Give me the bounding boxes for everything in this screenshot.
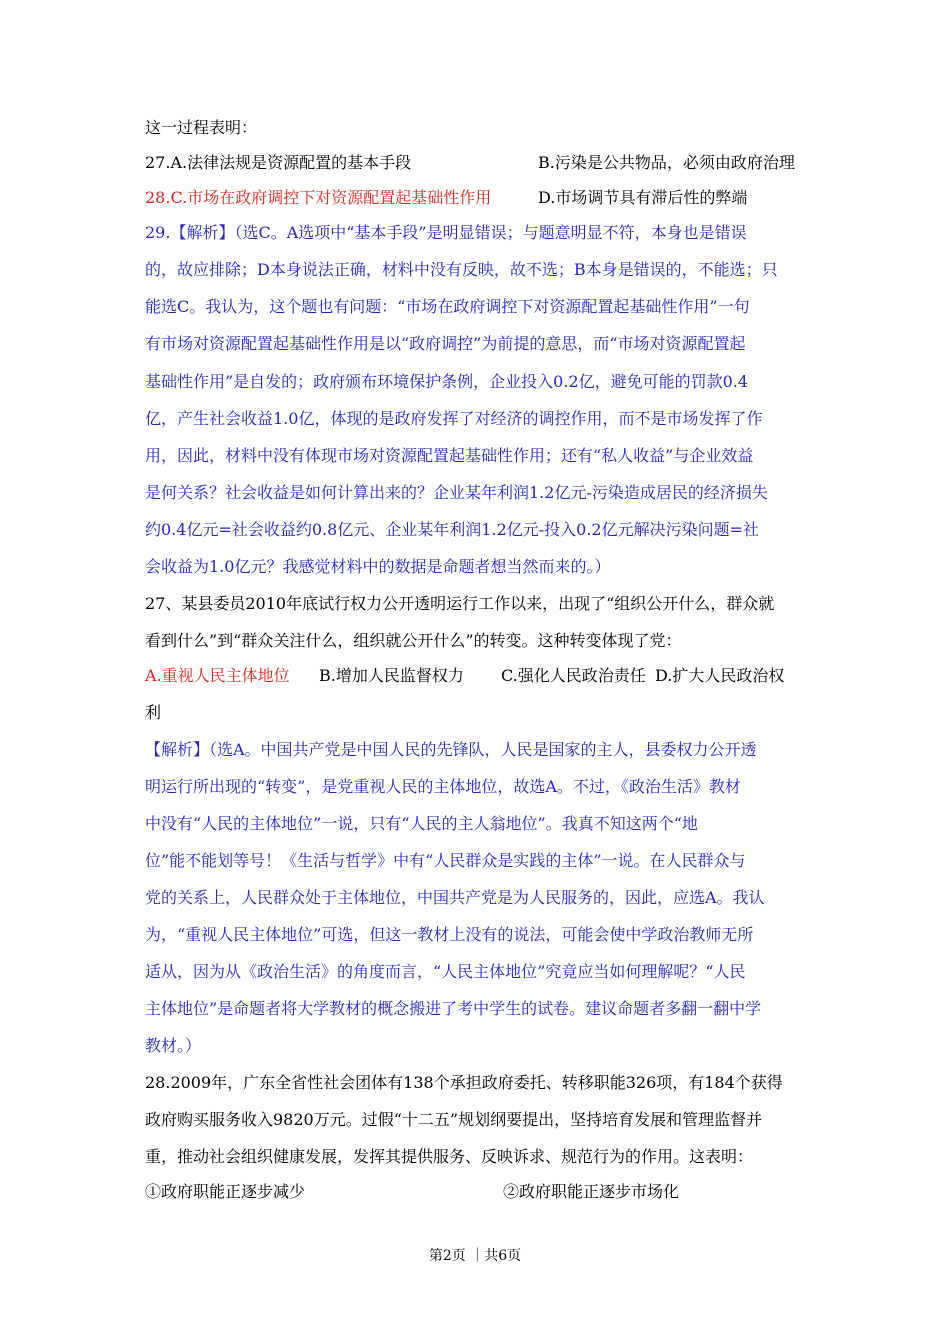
question-27-line: 看到什么”到“群众关注什么，组织就公开什么”的转变。这种转变体现了党： (145, 631, 682, 650)
question-28-line: 28.2009年，广东全省性社会团体有138个承担政府委托、转移职能326项，有184个获得 (145, 1073, 783, 1092)
analysis-1-line: 是何关系？社会收益是如何计算出来的？企业某年利润1.2亿元-污染造成居民的经济损失 (145, 483, 768, 502)
analysis-2-line: 党的关系上，人民群众处于主体地位，中国共产党是为人民服务的，因此，应选A。我认 (145, 888, 765, 907)
statement-1: ①政府职能正逐步减少 (145, 1182, 306, 1201)
option-a-answer: A.重视人民主体地位 (145, 666, 290, 685)
analysis-2-line: 位”能不能划等号！《生活与哲学》中有“人民群众是实践的主体”一说。在人民群众与 (145, 851, 746, 870)
question-intro: 这一过程表明： (145, 118, 258, 137)
option-a: 27.A.法律法规是资源配置的基本手段 (145, 153, 412, 172)
option-row-1 (145, 153, 845, 173)
analysis-2-line: 【解析】（选A。中国共产党是中国人民的先锋队，人民是国家的主人，县委权力公开透 (145, 740, 757, 759)
analysis-1-line: 29.【解析】（选C。A选项中“基本手段”是明显错误；与题意明显不符，本身也是错误 (145, 223, 747, 242)
option-d: D.扩大人民政治权 (655, 666, 785, 685)
option-c: C.强化人民政治责任 (501, 666, 646, 685)
question-28-line: 重，推动社会组织健康发展，发挥其提供服务、反映诉求、规范行为的作用。这表明： (145, 1147, 754, 1166)
option-row-3 (145, 666, 845, 686)
analysis-1-line: 亿，产生社会收益1.0亿，体现的是政府发挥了对经济的调控作用，而不是市场发挥了作 (145, 409, 763, 428)
option-b: B.增加人民监督权力 (319, 666, 464, 685)
analysis-2-line: 明运行所出现的“转变”，是党重视人民的主体地位，故选A。不过，《政治生活》教材 (145, 777, 741, 796)
page-footer: 第2页 ｜共6页 (428, 1248, 522, 1264)
option-b: B.污染是公共物品，必须由政府治理 (538, 153, 795, 172)
analysis-2-line: 为，“重视人民主体地位”可选，但这一教材上没有的说法，可能会使中学政治教师无所 (145, 925, 754, 944)
analysis-1-line: 有市场对资源配置起基础性作用是以“政府调控”为前提的意思，而“市场对资源配置起 (145, 334, 746, 353)
analysis-2-line: 中没有“人民的主体地位”一说，只有“人民的主人翁地位”。我真不知这两个“地 (145, 814, 698, 833)
option-d: D.市场调节具有滞后性的弊端 (538, 188, 748, 207)
analysis-1-line: 用，因此，材料中没有体现市场对资源配置起基础性作用；还有“私人收益”与企业效益 (145, 446, 754, 465)
analysis-1-line: 能选C。我认为，这个题也有问题：“市场在政府调控下对资源配置起基础性作用”一句 (145, 297, 750, 316)
analysis-2-line: 适从，因为从《政治生活》的角度而言，“人民主体地位”究竟应当如何理解呢？“人民 (145, 962, 746, 981)
analysis-1-line: 基础性作用”是自发的；政府颁布环境保护条例，企业投入0.2亿，避免可能的罚款0.4 (145, 372, 749, 391)
analysis-2-line: 教材。） (145, 1036, 202, 1055)
option-c-answer: 28.C.市场在政府调控下对资源配置起基础性作用 (145, 188, 492, 207)
question-27-line: 27、某县委员2010年底试行权力公开透明运行工作以来，出现了“组织公开什么，群众就 (145, 594, 775, 613)
analysis-1-line: 的，故应排除；D本身说法正确，材料中没有反映，故不选；B本身是错误的，不能选；只 (145, 260, 778, 279)
option-d-continuation: 利 (145, 703, 162, 722)
analysis-1-line: 约0.4亿元=社会收益约0.8亿元、企业某年利润1.2亿元-投入0.2亿元解决污染问题=社 (145, 520, 760, 539)
analysis-2-line: 主体地位”是命题者将大学教材的概念搬进了考中学生的试卷。建议命题者多翻一翻中学 (145, 999, 762, 1018)
analysis-1-line: 会收益为1.0亿元？我感觉材料中的数据是命题者想当然而来的。） (145, 557, 611, 576)
option-row-4 (145, 1182, 845, 1202)
statement-2: ②政府职能正逐步市场化 (503, 1182, 680, 1201)
option-row-2 (145, 188, 845, 208)
question-28-line: 政府购买服务收入9820万元。过假“十二五”规划纲要提出，坚持培育发展和管理监督并 (145, 1110, 763, 1129)
